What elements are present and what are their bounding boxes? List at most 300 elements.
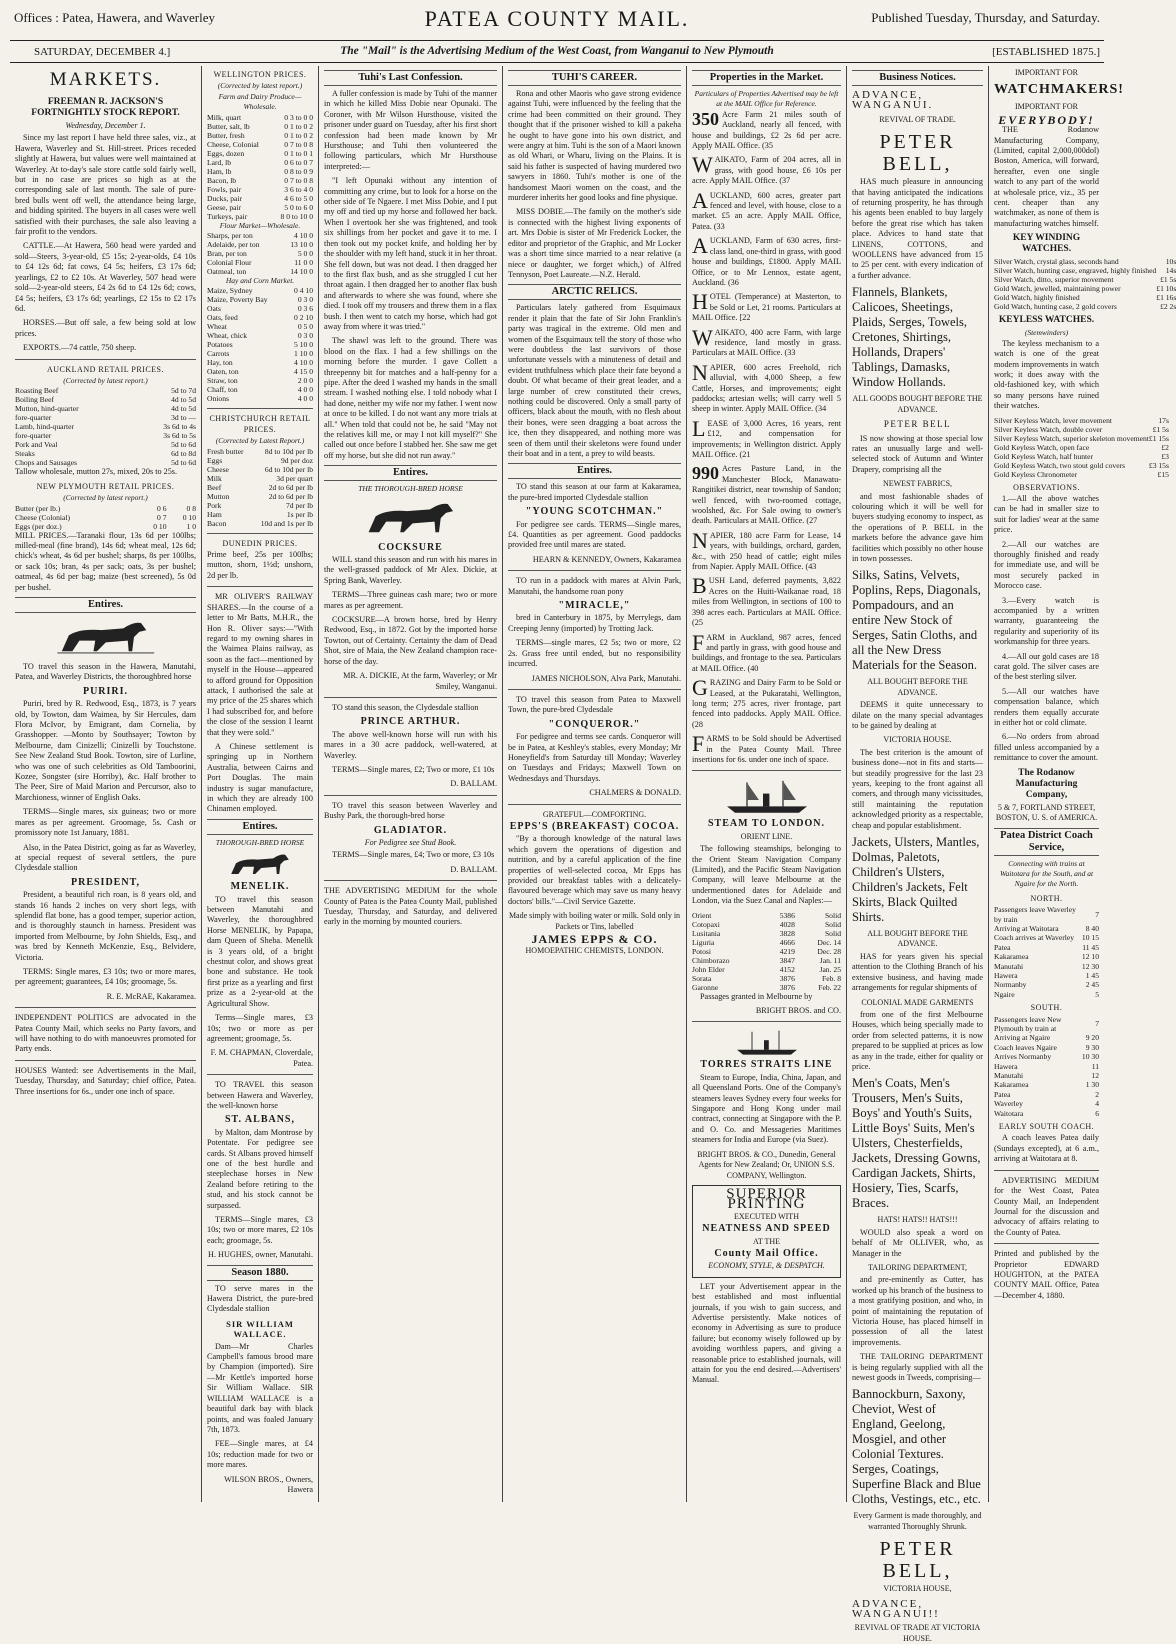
- item-value: 0 2 10: [294, 313, 313, 323]
- item-value: 0 5 0: [297, 322, 313, 332]
- item-label: Oats: [207, 304, 221, 314]
- stop-label: Passengers leave Waverley by train: [994, 905, 1076, 924]
- stop-time: 12: [1091, 1071, 1099, 1081]
- listing-text: UCKLAND, Farm of 630 acres, first-class land, one-third in grass, with good house and buildings, £1800. Apply MAIL Office, or to Mr Lennox, estate agent, Auckland.: [692, 236, 841, 287]
- price-row: [207, 176, 313, 185]
- listing-initial: N: [692, 527, 708, 553]
- stop-label: Ngaire: [994, 989, 1015, 999]
- listing-text: UCKLAND, 600 acres, greater part fenced and level, with house, close to a market. £5 an acre. Apply MAIL Office, Patea.: [692, 190, 841, 231]
- item-value: £15: [1157, 469, 1169, 479]
- item-value: 2d to 6d per lb: [268, 482, 313, 492]
- watch-row: [994, 275, 1176, 284]
- stop-time: 5: [1095, 989, 1099, 999]
- property-listing: [692, 731, 841, 765]
- property-listing: [692, 359, 841, 415]
- jackets-list: Jackets, Ulsters, Mantles, Dolmas, Paletots, Children's Ulsters, Children's Jackets, Felt Skirts, Black Quilted Shirts.: [852, 835, 980, 925]
- oliver-shares-text: MR OLIVER'S RAILWAY SHARES.—In the course of a letter to Mr Batts, M.H.R., the Hon R. Oliver says:—"With regard to my owning shares in the Waimea Plains railway, as soon as the fact—mentioned by myself in the House—appeared to afford ground for Opposition attack, I authorised the sale at my price of the 25 shares which I had subscribed for, and before the close of the session I learnt that they were sold.": [207, 592, 313, 737]
- item-value: 17s: [1158, 415, 1169, 425]
- item-label: Potatoes: [207, 340, 233, 350]
- item-value: 5386: [779, 910, 795, 920]
- president-name: PRESIDENT,: [71, 876, 140, 888]
- price-row: [207, 149, 313, 158]
- timetable-row: [994, 1015, 1099, 1034]
- torres-straits-text: Steam to Europe, India, China, Japan, and all Queensland Ports. One of the Company's steamers leaves Sydney every four weeks for Singapore and Hong Kong under mail contract, connecting at Singapore with the P. and O. Co. and Messageries Maritimes steamers for India and Europe (via Suez).: [692, 1072, 841, 1145]
- item-value: 4152: [779, 964, 795, 974]
- stock-report-date: Wednesday, December 1.: [65, 121, 146, 130]
- price-row: [207, 258, 313, 267]
- item-value: 4 10 0: [294, 358, 313, 368]
- cocksure-terms: TERMS—Three guineas cash mare; two or more mares as per agreement.: [324, 590, 497, 610]
- item-label: fore-quarter: [15, 413, 52, 423]
- property-listing: [692, 629, 841, 675]
- tuhi-career-title: TUHI'S CAREER.: [508, 70, 681, 86]
- stop-time: 11: [1091, 1061, 1099, 1071]
- revival-of-trade: REVIVAL OF TRADE.: [879, 114, 956, 124]
- newest-fabrics-text: and most fashionable shades of colouring which it will be well for buyers studying economy to inspect, as the operations of P. BELL in the markets before the advance gave him facilities which possibly no other house in town possesses.: [852, 491, 983, 563]
- property-listing: [692, 233, 841, 288]
- christchurch-prices-table: [207, 447, 313, 528]
- key-winding-heading: KEY WINDING WATCHES.: [1012, 233, 1081, 255]
- item-value: 3876: [779, 982, 795, 992]
- entires-heading: Entires.: [15, 597, 196, 613]
- item-value: 0 3 to 0 0: [284, 112, 313, 122]
- listing-text: AIKATO, 400 acre Farm, with large residence, land mostly in grass. Particulars at MAIL Office.: [692, 327, 841, 358]
- torres-straits-title: TORRES STRAITS LINE: [700, 1059, 833, 1071]
- property-listing: [692, 464, 841, 526]
- nplym-prices-table: [15, 504, 196, 531]
- item-label: Cheese (Colonial): [15, 512, 71, 522]
- item-value: 3s 6d to 4s: [163, 422, 196, 432]
- colonial-garments: COLONIAL MADE GARMENTS: [861, 997, 974, 1007]
- stop-label: Manutahi: [994, 961, 1024, 971]
- item-value: 2 0 0: [297, 376, 313, 386]
- listing-ref: (36: [727, 277, 739, 287]
- menelik-label: THOROUGH-BRED HORSE: [215, 837, 305, 847]
- item-value: 1s per lb: [286, 509, 313, 519]
- printing-line4: County Mail Office.: [714, 1247, 819, 1259]
- printing-line5: ECONOMY, STYLE, & DESPATCH.: [708, 1261, 825, 1271]
- item-label: Adelaide, per ton: [207, 240, 260, 250]
- item-label: Maize, Poverty Bay: [207, 295, 268, 305]
- price-row: [15, 431, 196, 440]
- tailoring-department: TAILORING DEPARTMENT,: [868, 1262, 967, 1272]
- victoria-house: VICTORIA HOUSE.: [883, 735, 952, 745]
- cocoa-maker: JAMES EPPS & CO.: [531, 932, 658, 947]
- item-value: 13 10 0: [290, 240, 313, 250]
- price-row: [207, 194, 313, 203]
- masthead: [0, 0, 1114, 42]
- item-label: Chaff, ton: [207, 385, 238, 395]
- ship-row: [692, 956, 841, 965]
- item-label: Eggs, dozen: [207, 148, 245, 158]
- item-value: Feb. 22: [818, 982, 841, 992]
- prince-arthur-terms: TERMS—Single mares, £2; Two or more, £1 10s: [332, 764, 495, 774]
- tuhi-career-p2: MISS DOBIE.—The family on the mother's side is connected with the highest living exponents of art. Mrs Dobie is sister of Mr Frederick Locker, the editor and proprietor of the Graphic, and Mr Locker was a short time since married to a near relative (a niece or daughter, we forget which,) of Alfred Tennyson, Poet Laureate.—N.Z. Herald.: [508, 207, 681, 279]
- item-value: £1 10s: [1156, 284, 1176, 294]
- puriri-name: PURIRI.: [82, 685, 129, 697]
- bought-before-advance-1: ALL GOODS BOUGHT BEFORE THE ADVANCE.: [852, 394, 983, 414]
- listing-text: AIKATO, Farm of 204 acres, all in grass, with good house, £6 10s per acre. Apply MAIL Office.: [692, 155, 841, 186]
- price-row: [207, 394, 313, 403]
- conqueror-name: "CONQUEROR.": [548, 718, 641, 730]
- ship-row: [692, 983, 841, 992]
- price-row: [207, 231, 313, 240]
- issue-date: SATURDAY, DECEMBER 4.]: [34, 46, 171, 58]
- keyless-sub: (Stemwinders): [1024, 328, 1069, 338]
- item-value: 5 10 0: [294, 340, 313, 350]
- item-label: Silver Keyless Watch, double cover: [994, 424, 1103, 434]
- cocksure-text: WILL stand this season and run with his mares in the well-grassed paddock of Mr Alex. Dickie, at Spring Bank, Waverley.: [324, 555, 497, 585]
- tailoring-text: and pre-eminently as Cutter, has worked up his branch of the business to a most gratifying position, and who, in point of maintaining the reputation of Victoria House, has placed himself in possession of all the latest improvements.: [852, 1275, 983, 1347]
- victoria-house-text: The best criterion is the amount of business done—not in fits and starts—but steadily progressive for the last 23 years, keeping to the front against all comers, and through many vicissitudes, still maintaining the reputation acknowledged priority as a respectable, cheap and popular establishment.: [852, 747, 983, 830]
- conqueror-intro: TO travel this season from Patea to Maxwell Town, the pure-bred Clydesdale: [508, 694, 681, 715]
- timetable-row: [994, 1033, 1099, 1042]
- watch-row: [994, 266, 1176, 275]
- price-row: [207, 385, 313, 394]
- hay-prices-table: [207, 286, 313, 403]
- item-label: Gold Watch, highly finished: [994, 293, 1080, 303]
- divider: [508, 570, 681, 571]
- divider: [324, 880, 497, 881]
- item-value: 9d per doz: [280, 455, 313, 465]
- ships-table: [692, 911, 841, 992]
- item-value: 1 0: [186, 521, 196, 531]
- item-value: 3s 6d to 5s: [163, 431, 196, 441]
- listing-ref: (33: [784, 348, 796, 358]
- menelik-name: MENELIK.: [230, 881, 290, 893]
- tallow-note: Tallow wholesale, mutton 27s, mixed, 20s to 25s.: [15, 467, 178, 477]
- listing-initial: W: [692, 324, 713, 350]
- column-markets: [10, 66, 202, 1502]
- mens-clothing-list: Men's Coats, Men's Trousers, Men's Suits, Boys' and Youth's Suits, Little Boys' Suits, Men's Ulsters, Chesterfields, Jackets, Dressing Gowns, Cardigan Jackets, Shirts, Hosiery, Ties, Scarfs, Braces.: [852, 1076, 981, 1211]
- dunedin-prices-title: DUNEDIN PRICES.: [222, 538, 298, 548]
- item-value: 0 6 to 0 7: [284, 157, 313, 167]
- item-label: Sharps, per ton: [207, 231, 253, 241]
- christchurch-prices-title: CHRISTCHURCH RETAIL PRICES.: [209, 414, 311, 434]
- steam-london-title: STEAM TO LONDON.: [707, 818, 826, 830]
- listing-initial: A: [692, 233, 708, 259]
- listing-ref: (40: [747, 663, 759, 673]
- item-label: Silver Watch, hunting case, engraved, highly finished: [994, 266, 1157, 276]
- timetable-row: [994, 1071, 1099, 1080]
- item-label: Mutton: [207, 491, 230, 501]
- stop-label: Hawera: [994, 1061, 1018, 1071]
- farm-prices-table: [207, 113, 313, 221]
- item-value: 0 1 to 0 1: [284, 148, 313, 158]
- stop-label: Arriving at Ngaire: [994, 1033, 1051, 1043]
- stop-time: 12 10: [1081, 952, 1099, 962]
- business-notices-title: Business Notices.: [852, 70, 983, 86]
- timetable-row: [994, 1080, 1099, 1089]
- peter-bell-intro: HAS much pleasure in announcing that having anticipated the indications of returning prosperity, he has through his agents been enabled to buy largely before the great rise which has taken place. Advices to hand state that LINENS, COTTONS, and WOOLLENS have advanced from 15 to 25 per cent. with every indication of a further advance.: [852, 177, 983, 280]
- item-value: 0 7: [157, 512, 167, 522]
- advance-wanganui-2: ADVANCE, WANGANUI!!: [852, 1597, 940, 1621]
- divider: [207, 408, 313, 409]
- item-value: 0 3 0: [297, 295, 313, 305]
- price-row: [207, 212, 313, 221]
- listing-initial: L: [692, 415, 706, 441]
- peter-bell-name-2: PETER BELL,: [879, 1538, 956, 1583]
- price-row: [15, 504, 196, 513]
- item-value: 1 10 0: [294, 349, 313, 359]
- arctic-relics-p1: Particulars lately gathered from Esquimaux render it plain that the fate of Sir John Franklin's party was tragical in the extreme. Old men and women of the Esquimaux tell the story of those who were doubtless the last survivors of those unfortunate vessels with a minuteness of detail and evident truthfulness which place their fate beyond a doubt. Of what became of their great leader, and a large number of crew constituted their crews, nothing could be discovered. Only a small party of officers, black about the mouth, with no flesh about their bones, were seen dragging a boat across the ice, then they disappeared, and nothing more was seen of them until their skeletons were found under their boat and in a tent, a prey to wild beasts.: [508, 303, 681, 458]
- item-value: Jan. 25: [819, 964, 841, 974]
- timetable-row: [994, 1062, 1099, 1071]
- timetable-row: [994, 980, 1099, 989]
- item-label: Colonial Flour: [207, 258, 252, 268]
- item-label: Lard, lb: [207, 157, 232, 167]
- item-value: 4d to 5d: [171, 395, 196, 405]
- stock-report-p4: EXPORTS.—74 cattle, 750 sheep.: [23, 343, 137, 353]
- price-row: [207, 249, 313, 258]
- cocoa-name: EPPS'S (BREAKFAST) COCOA.: [509, 820, 680, 832]
- stop-time: 11 45: [1082, 942, 1099, 952]
- flannels-list: Flannels, Blankets, Calicoes, Sheetings, Plaids, Serges, Towels, Cretones, Shirtings, Hollands, Drapers' Tablings, Damasks, Window Hollands.: [852, 285, 967, 390]
- properties-subtitle: Particulars of Properties Advertised may be left at the MAIL Office for Reference.: [694, 89, 839, 109]
- coach-service-title: Patea District Coach Service,: [994, 828, 1099, 856]
- item-value: 5d to 6d: [171, 458, 196, 468]
- item-value: 5d to 6d: [171, 440, 196, 450]
- colonial-garments-text: from one of the first Melbourne Houses, which being specially made to order from selected patterns, it is now prepared to be supplied at prices as low as any in the trade, either for quality or price.: [852, 1009, 983, 1071]
- listing-text: Acre Farm 21 miles south of Auckland, nearly all fenced, with house and buildings, £2 2s 6d per acre. Apply MAIL Office.: [692, 109, 841, 151]
- item-label: Maize, Sydney: [207, 286, 253, 296]
- price-row: [207, 140, 313, 149]
- item-label: Beef: [207, 482, 222, 492]
- property-listing: [692, 289, 841, 323]
- timetable-row: [994, 1099, 1099, 1108]
- orient-line: ORIENT LINE.: [740, 831, 793, 841]
- prince-arthur-name: PRINCE ARTHUR.: [360, 716, 461, 728]
- watch-row: [994, 452, 1169, 461]
- divider: [994, 1243, 1099, 1244]
- item-value: £1 5s: [1152, 424, 1169, 434]
- president-text: President, a beautiful rich roan, is 8 years old, and stands 16 hands 2 inches on very short legs, with splendid flat bone, has a good temper, superior action, and is thoroughly staunch in harness. President was imported from Melbourne, by John Shields, Esq., and was bred by Kenneth McKenzie, Esq., Belvidere, Victoria.: [15, 890, 196, 962]
- timetable-row: [994, 1052, 1099, 1061]
- steam-london-text: The following steamships, belonging to the Orient Steam Navigation Company (Limited), and the Pacific Steam Navigation Company, will leave Melbourne at the undermentioned dates for Adelaide and London, via the Suez Canal and Naples:—: [692, 844, 841, 906]
- key-winding-table: [994, 257, 1176, 311]
- item-value: £2 2s: [1160, 302, 1176, 312]
- item-label: Eggs (per doz.): [15, 521, 62, 531]
- stop-label: Manutahi: [994, 1071, 1024, 1081]
- cocoa-maker-sub: HOMOEPATHIC CHEMISTS, LONDON.: [525, 946, 664, 956]
- puriri-terms: TERMS—Single mares, six guineas; two or more mares as per agreement. Groomage, 5s. Cash or promissory note 1st January, 1881.: [15, 807, 196, 838]
- stock-report-p1: Since my last report I have held three sales, viz., at Hawera, Waverley and St. Hill-street. Prices receded slightly at Hawera, but values were well maintained at Waverley. At to-day's sale store cattle sold fairly well, but in no case are prices so high as at the corresponding sale of last month. The sale of pure-bred bulls went off well, the attendance being large, and bidding spirited. The buyers in all cases were well satisfied with their purchases, the sale also leaving a fair profit to the vendors.: [15, 133, 196, 237]
- young-scotchman-name: "YOUNG SCOTCHMAN.": [525, 506, 664, 518]
- item-label: Chimborazo: [692, 955, 730, 965]
- ship-row: [692, 938, 841, 947]
- item-value: 11 0 0: [294, 258, 313, 268]
- stop-time: 10 15: [1081, 933, 1099, 943]
- item-label: Lamb, hind-quarter: [15, 422, 75, 432]
- stop-time: 8 40: [1085, 923, 1099, 933]
- listing-ref: (43: [805, 562, 817, 572]
- item-value: 3 6 to 4 0: [284, 184, 313, 194]
- listing-initial: N: [692, 359, 708, 385]
- tuhi-confession-p2: "I left Opunaki without any intention of committing any crime, but to look for a horse on the other side of Te Ngaere. I met Miss Dobie, and I put my off and tied up my horse and followed her back. When I overtook her she was frightened, and took six shillings from her pocket and gave it to me. I then took out my pocket knife, and holding her by the shoulder with my left hand, stuck it in her throat. She fell down, but was not dead. I then dragged her to the first flax bush, and as she struggled I cut her throat again. I then dragged her to another flax bush and afterwards to where she was found, where she died. I took off my trousers and threw them in a flax bush. I then went to catch my horse, which had got away from where it was tried.": [324, 176, 497, 331]
- keyless-text: The keyless mechanism to a watch is one of the great modern improvements in watch work; it does away with the old-fashioned key, with which so many persons have ruined their watches.: [994, 338, 1099, 411]
- stock-report-p3: HORSES.—But off sale, a few being sold at low prices.: [15, 318, 196, 338]
- item-label: Gold Watch, jewelled, maintaining power: [994, 284, 1121, 294]
- silks-list: Silks, Satins, Velvets, Poplins, Reps, Diagonals, Pompadours, and an entire New Stock of Serges, Satin Cloths, and all the New Dress Materials for the Season.: [852, 568, 981, 673]
- advance-wanganui: ADVANCE, WANGANUI.: [852, 89, 934, 112]
- ship-row: [692, 974, 841, 983]
- listing-text: EASE of 3,000 Acres, 16 years, rent £12, and compensation for improvements; in Wellington district. Apply MAIL Office.: [692, 418, 841, 459]
- divider: [15, 359, 196, 360]
- timetable-row: [994, 933, 1099, 942]
- property-listing: [692, 152, 841, 186]
- printing-title: SUPERIOR PRINTING: [726, 1185, 807, 1213]
- puriri-text: Puriri, bred by R. Redwood, Esq., 1873, is 7 years old, by Towton, dam Waimea, by Sir Hercules, dam Flora McIvor, by Emigrant, dam Cornelia, by Grasshopper. —Monto by Southsayer; Towton by Melbourne, dam Cinizelli; Cinizelli by Touchstone. See New Zealand Stud Book. Towton, sire of Lurline, who was one of such celebrities as Old Tamboorini, Kozee, Songster (sire Horriby), &c. Half brother to The Peer, Sire of Maid Marion and Percursor, also to Marchioness, winner of English Oaks.: [15, 699, 196, 802]
- cocksure-owner: MR. A. DICKIE, At the farm, Waverley; or Mr Smiley, Wanganui.: [343, 671, 497, 691]
- item-value: 0 7 to 0 8: [284, 139, 313, 149]
- watch-row: [994, 470, 1169, 479]
- item-label: Pork: [207, 500, 222, 510]
- timetable-row: [994, 971, 1099, 980]
- item-label: Steaks: [15, 449, 35, 459]
- president-intro: Also, in the Patea District, going as far as Waverley, at special request of several settlers, the pure Clydesdale stallion: [15, 842, 196, 873]
- listing-text: APIER, 600 acres Freehold, rich alluvial, with 4,000 Sheep, a few Cattle, Horses, and improvements; eight paddocks; artesian wells; will carry well 5 sheep in winter. Apply MAIL Office.: [692, 362, 841, 414]
- stop-label: Kakaramea: [994, 952, 1029, 962]
- item-label: Lusitania: [692, 928, 721, 938]
- item-value: £3: [1161, 451, 1169, 461]
- item-label: Silver Keyless Watch, lever movement: [994, 415, 1112, 425]
- item-value: 0 10: [182, 512, 196, 522]
- watch-row: [994, 302, 1176, 311]
- price-row: [207, 474, 313, 483]
- arctic-relics-title: ARCTIC RELICS.: [508, 284, 681, 300]
- item-value: 0 4 10: [294, 286, 313, 296]
- rodanow-company: The Rodanow Manufacturing Company,: [1015, 767, 1078, 800]
- item-label: Bacon: [207, 518, 227, 528]
- gladiator-terms: TERMS—Single mares, £4; Two or more, £3 10s: [332, 850, 495, 860]
- listing-text: Acres Pasture Land, in the Manchester Block, Manawatu-Rangitikei district, near township of Sandon; well fenced, with two-roomed cottage, woolshed, &c. For Sale owing to owner's death. Particulars at MAIL Office.: [692, 464, 841, 526]
- nplym-prices-sub: (Corrected by latest report.): [63, 493, 148, 503]
- cocoa-text: "By a thorough knowledge of the natural laws which govern the operations of digestion and nutrition, and by a careful application of the fine properties of well-selected cocoa, Mr Epps has provided our breakfast tables with a delicately-flavoured beverage which may save us many heavy doctors' bills."—Civil Service Gazette.: [508, 834, 681, 906]
- item-label: Silver Watch, ditto, superior movement: [994, 275, 1114, 285]
- item-value: Dec. 14: [817, 937, 841, 947]
- divider: [324, 697, 497, 698]
- bought-before-advance-2: ALL BOUGHT BEFORE THE ADVANCE.: [867, 677, 968, 697]
- cocksure-label: THE THOROUGH-BRED HORSE: [358, 484, 463, 494]
- price-row: [207, 286, 313, 295]
- ship-row: [692, 947, 841, 956]
- stop-label: Normanby: [994, 980, 1027, 990]
- item-value: 4 10 0: [294, 231, 313, 241]
- stop-label: Waitotara: [994, 1108, 1024, 1118]
- tuhi-confession-title: Tuhi's Last Confession.: [324, 70, 497, 86]
- timetable-row: [994, 990, 1099, 999]
- item-label: Cheese: [207, 464, 229, 474]
- stop-time: 9 20: [1085, 1033, 1099, 1043]
- item-value: 0 10: [153, 521, 167, 531]
- item-label: Roasting Beef: [15, 386, 59, 396]
- item-value: Dec. 28: [817, 946, 841, 956]
- price-row: [207, 510, 313, 519]
- column-prices: [202, 66, 319, 1502]
- watch-row: [994, 425, 1169, 434]
- slogan: The "Mail" is the Advertising Medium of the West Coast, from Wanganui to New Plymouth: [340, 45, 774, 57]
- young-scotchman-owner: HEARN & KENNEDY, Owners, Kakaramea: [532, 554, 681, 564]
- watch-row: [994, 434, 1169, 443]
- item-value: 3847: [779, 955, 795, 965]
- item-label: Turkeys, pair: [207, 211, 248, 221]
- price-row: [15, 449, 196, 458]
- item-value: 6d to 8d: [171, 449, 196, 459]
- stop-label: Patea: [994, 942, 1011, 952]
- stop-label: Waverley: [994, 1099, 1023, 1109]
- president-terms: TERMS: Single mares, £3 10s; two or more mares, per agreement; guarantees, £4 10s; groomage, 5s.: [15, 966, 196, 987]
- important-for-2: IMPORTANT FOR: [1015, 102, 1078, 112]
- price-row: [207, 313, 313, 322]
- clothing-special-text: HAS for years given his special attention to the Clothing Branch of his extensive business, and having made arrangements for regular shipments of: [852, 951, 983, 993]
- entires-heading: Entires.: [508, 463, 681, 479]
- column-properties: [687, 66, 847, 1502]
- item-label: Ham: [207, 509, 222, 519]
- showing-text: IS now showing at those special low rates an unusually large and well-selected stock of Autumn and Winter Drapery, comprising all the: [852, 433, 983, 474]
- item-label: Milk, quart: [207, 112, 242, 122]
- item-value: 7d per lb: [286, 500, 313, 510]
- stop-label: Coach leaves Ngaire: [994, 1042, 1057, 1052]
- property-listing: [692, 415, 841, 461]
- tuhi-career-p1: Rona and other Maoris who gave strong evidence against Tuhi, were influenced by the feeling that the crime had been committed on their ground. They thought that if the prisoner wished to kill a pakeha he ought to have gone into his own district, and were angry at him. Tuhi is the son of a Maori known as old Whari, or Wharu, living on the Plains. It is said his father is suspected of having murdered two sawyers in 1860. Tuhi's mother is one of the handsomest Maori women on the coast, and the murderer inherits her good looks and fine physique.: [508, 89, 681, 203]
- horse-engraving-icon: [53, 616, 159, 660]
- listing-initial: F: [692, 731, 705, 757]
- item-label: Wheat: [207, 322, 227, 332]
- everybody-title: EVERYBODY!: [998, 112, 1095, 127]
- price-row: [207, 331, 313, 340]
- observation-item: 1.—All the above watches can be had in smaller size to suit for ladies' wear at the same price.: [994, 493, 1099, 535]
- item-value: £1 16s: [1156, 293, 1176, 303]
- column-watchmakers: [989, 66, 1176, 1502]
- listing-ref: (33: [713, 221, 725, 231]
- stop-time: 4: [1095, 1099, 1099, 1109]
- price-row: [207, 295, 313, 304]
- price-row: [15, 413, 196, 422]
- publication-days: Published Tuesday, Thursday, and Saturday.: [871, 10, 1100, 25]
- listing-ref: (21: [739, 450, 751, 459]
- stop-label: Arrives Normanby: [994, 1052, 1052, 1062]
- item-value: 4 0 0: [297, 385, 313, 395]
- gladiator-intro: TO travel this season between Waverley and Bushy Park, the thorough-bred horse: [324, 800, 497, 821]
- cocksure-pedigree: COCKSURE—A brown horse, bred by Henry Redwood, Esq., in 1872. Got by the imported horse Towton, out of Certainty. Certainty the dam of Dead Shot, sire of Maia, the New Zealand champion race-horse of the day.: [324, 615, 497, 666]
- cocoa-title: GRATEFUL—COMFORTING.: [542, 809, 647, 819]
- miracle-name: "MIRACLE,": [558, 600, 631, 612]
- president-signoff: R. E. McRAE, Kakaramea.: [106, 991, 196, 1001]
- price-row: [207, 267, 313, 276]
- item-value: £1 15s: [1148, 433, 1169, 443]
- prince-arthur-intro: TO stand this season, the Clydesdale stallion: [332, 702, 479, 712]
- item-label: Fresh butter: [207, 446, 244, 456]
- tuhi-confession-p3: The shawl was left to the ground. There was blood on the flax. I had a few shillings on the morning before the murder. I gave Collett a threepenny bit for matches and a half-penny for a pipe. After the deed I washed my hands in the small stream. I washed nothing else. I told nobody what I had done, neither my wife nor my father. I went now at once to be killed. I do not want any more trials at all." When told that could not be, he said "May not the relatives kill me, or may I not kill myself?" She called out once before I stabbed her. She saw me get off my horse, but she did not run away.": [324, 336, 497, 460]
- hay-market-sub: Hay and Corn Market.: [225, 276, 295, 286]
- south-heading: SOUTH.: [1030, 1003, 1063, 1013]
- item-value: 2d to 6d per lb: [268, 491, 313, 501]
- stop-time: 1 30: [1085, 1080, 1099, 1090]
- listing-initial: H: [692, 289, 708, 315]
- advertising-medium-ad: THE ADVERTISING MEDIUM for the whole County of Patea is the Patea County Mail, published Tuesday, Thursday, and Saturday, and delivered early in the morning by mounted couriers.: [324, 886, 497, 927]
- divider: [994, 1170, 1099, 1171]
- young-scotchman-text: For pedigree see cards. TERMS—Single mares, £4. Quantities as per agreement. Good paddocks provided free until mares are stated.: [508, 519, 681, 550]
- peter-bell-name: PETER BELL,: [879, 131, 956, 176]
- stop-label: Patea: [994, 1089, 1011, 1099]
- item-value: 4 6 to 5 0: [284, 193, 313, 203]
- price-row: [207, 492, 313, 501]
- item-label: Boiling Beef: [15, 395, 55, 405]
- christchurch-prices-sub: (Corrected by Latest Report.): [215, 436, 305, 446]
- rodanow-intro: THE Rodanow Manufacturing Company, (Limited, capital 2,000,000dol) Boston, America, will forward, hereafter, even one single watch to any part of the world at wholesale price, viz., 35 per cent. cheaper than any watchmaker, as none of them is manufacturing watches himself.: [994, 125, 1099, 228]
- item-value: 4 0 0: [297, 394, 313, 404]
- divider: [508, 689, 681, 690]
